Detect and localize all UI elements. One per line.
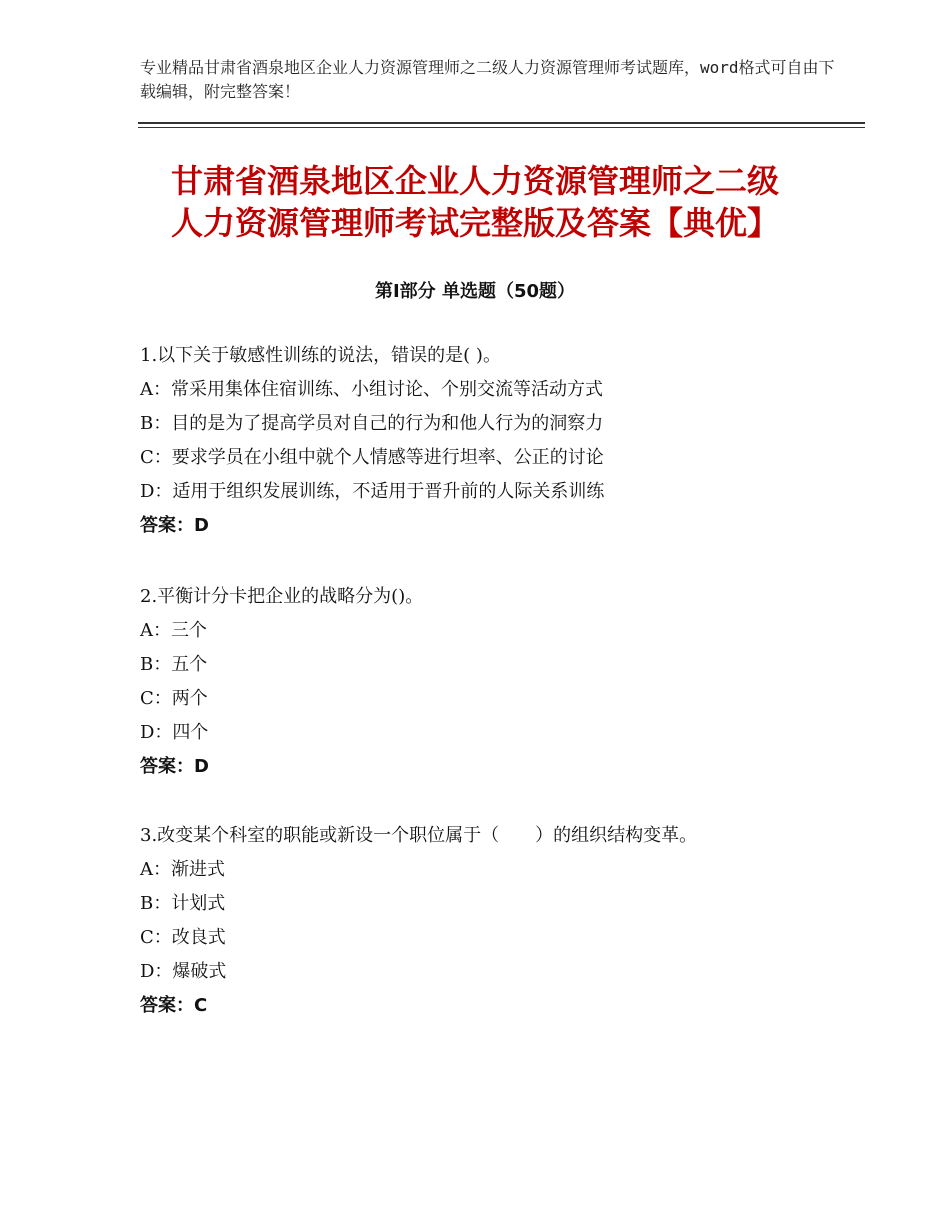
question-3 — [140, 819, 780, 1023]
question-stem: 3.改变某个科室的职能或新设一个职位属于（ ）的组织结构变革。 — [140, 825, 698, 846]
option-c: C：两个 — [140, 688, 208, 709]
section-title: 第Ⅰ部分 单选题（50题） — [374, 281, 575, 302]
option-a: A：常采用集体住宿训练、小组讨论、个别交流等活动方式 — [140, 379, 603, 400]
option-b: B：计划式 — [140, 893, 226, 914]
header-rule-thick — [138, 122, 865, 124]
option-a: A：渐进式 — [140, 859, 225, 880]
header-note: 专业精品甘肃省酒泉地区企业人力资源管理师之二级人力资源管理师考试题库，word格式可自由下载编辑，附完整答案！ — [140, 58, 835, 101]
answer: 答案：D — [140, 756, 209, 777]
question-stem: 1.以下关于敏感性训练的说法，错误的是( )。 — [140, 345, 501, 366]
option-d: D：适用于组织发展训练，不适用于晋升前的人际关系训练 — [140, 481, 605, 502]
option-c: C：改良式 — [140, 927, 226, 948]
question-stem: 2.平衡计分卡把企业的战略分为()。 — [140, 586, 424, 607]
question-2 — [140, 580, 800, 784]
document-title-line-2: 人力资源管理师考试完整版及答案【典优】 — [170, 204, 779, 242]
answer: 答案：C — [140, 995, 208, 1016]
option-c: C：要求学员在小组中就个人情感等进行坦率、公正的讨论 — [140, 447, 604, 468]
header-rule-thin — [138, 127, 865, 128]
option-d: D：爆破式 — [140, 961, 227, 982]
document-title-line-1: 甘肃省酒泉地区企业人力资源管理师之二级 — [170, 162, 779, 200]
answer: 答案：D — [140, 515, 209, 536]
option-d: D：四个 — [140, 722, 209, 743]
document-title — [100, 160, 850, 244]
option-a: A：三个 — [140, 620, 207, 641]
question-1 — [140, 339, 800, 543]
option-b: B：五个 — [140, 654, 208, 675]
option-b: B：目的是为了提高学员对自己的行为和他人行为的洞察力 — [140, 413, 604, 434]
